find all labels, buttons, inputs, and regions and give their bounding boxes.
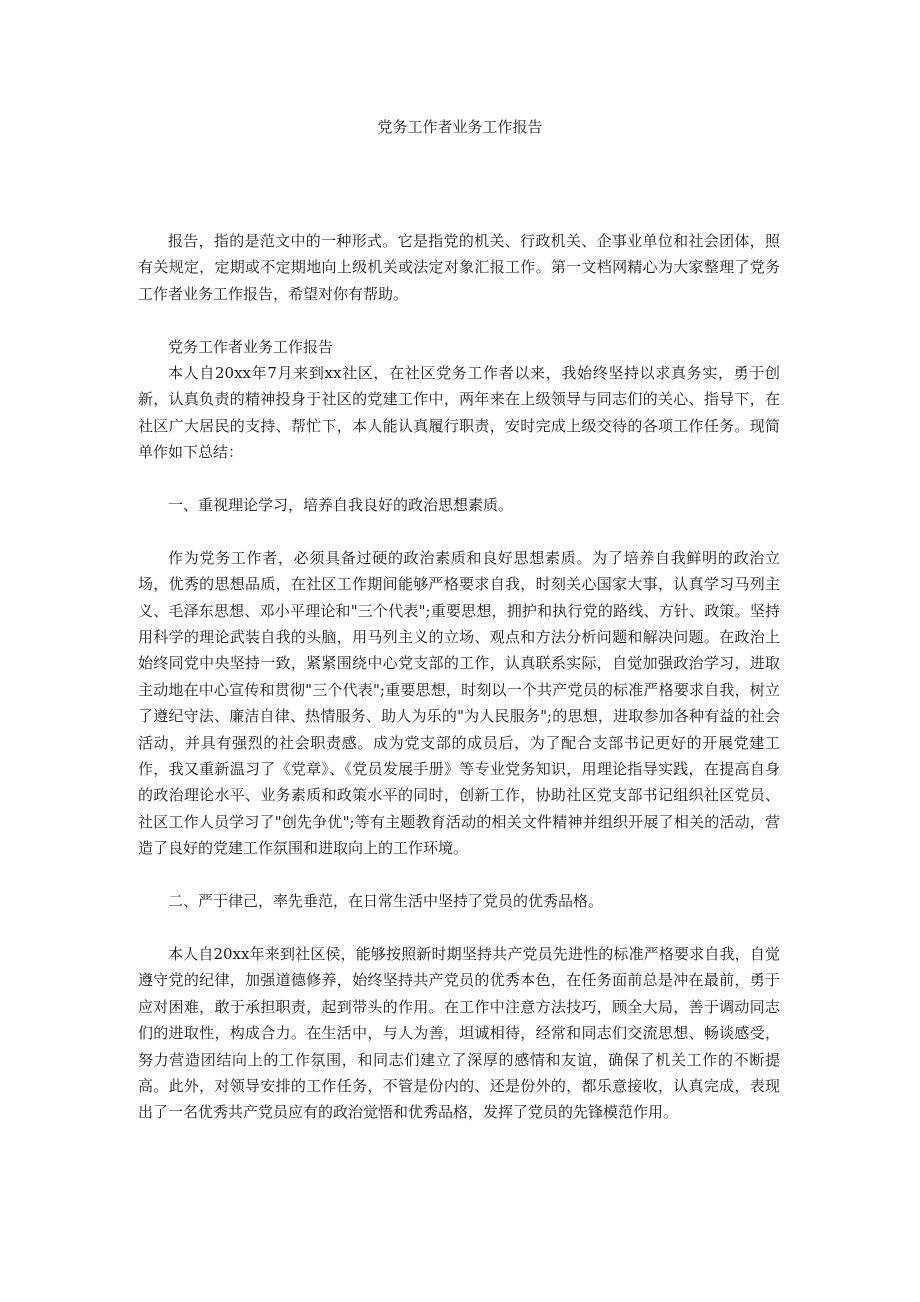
report-subtitle: 党务工作者业务工作报告 [168, 337, 334, 356]
intro-paragraph: 报告，指的是范文中的一种形式。它是指党的机关、行政机关、企事业单位和社会团体，照有关规定，定期或不定期地向上级机关或法定对象汇报工作。第一文档网精心为大家整理了党务工作者业务工作报告，希望对你有帮助。 [138, 232, 780, 303]
section-2-heading: 二、严于律己，率先垂范，在日常生活中坚持了党员的优秀品格。 [168, 892, 604, 911]
spacer [138, 915, 780, 941]
opening-paragraph: 本人自20xx年7月来到xx社区，在社区党务工作者以来，我始终坚持以求真务实，勇于创新，认真负责的精神投身于社区的党建工作中，两年来在上级领导与同志们的关心、指导下，在社区广大居民的支持、帮忙下，本人能认真履行职责，安时完成上级交待的各项工作任务。现简单作如下总结： [138, 364, 780, 462]
document-body [138, 228, 780, 1126]
spacer [138, 466, 780, 492]
section-2-body: 本人自20xx年来到社区侯，能够按照新时期坚持共产党员先进性的标准严格要求自我，自觉遵守党的纪律，加强道德修养，始终坚持共产党员的优秀本色，在任务面前总是冲在最前，勇于应对困难，敢于承担职责，起到带头的作用。在工作中注意方法技巧，顾全大局，善于调动同志们的进取性，构成合力。在生活中，与人为善，坦诚相待，经常和同志们交流思想、畅谈感受，努力营造团结向上的工作氛围，和同志们建立了深厚的感情和友谊，确保了机关工作的不断提高。此外，对领导安排的工作任务，不管是份内的、还是份外的，都乐意接收，认真完成，表现出了一名优秀共产党员应有的政治觉悟和优秀品格，发挥了党员的先锋模范作用。 [138, 944, 780, 1122]
spacer [138, 862, 780, 888]
document-title: 党务工作者业务工作报告 [377, 118, 543, 136]
spacer [138, 518, 780, 544]
section-1-body: 作为党务工作者，必须具备过硬的政治素质和良好思想素质。为了培养自我鲜明的政治立场，优秀的思想品质，在社区工作期间能够严格要求自我，时刻关心国家大事，认真学习马列主义、毛泽东思想、邓小平理论和"三个代表";重要思想，拥护和执行党的路线、方针、政策。坚持用科学的理论武装自我的头脑，用马列主义的立场、观点和方法分析问题和解决问题。在政治上始终同党中央坚持一致，紧紧围绕中心党支部的工作，认真联系实际，自觉加强政治学习，进取主动地在中心宣传和贯彻"三个代表";重要思想，时刻以一个共产党员的标准严格要求自我，树立了遵纪守法、廉洁自律、热情服务、助人为乐的"为人民服务";的思想，进取参加各种有益的社会活动，并具有强烈的社会职责感。成为党支部的成员后，为了配合支部书记更好的开展党建工作，我又重新温习了《党章》、《党员发展手册》等专业党务知识，用理论指导实践，在提高自身的政治理论水平、业务素质和政策水平的同时，创新工作，协助社区党支部书记组织社区党员、社区工作人员学习了"创先争优";等有主题教育活动的相关文件精神并组织开展了相关的活动，营造了良好的党建工作氛围和进取向上的工作环境。 [138, 548, 780, 858]
section-1-heading: 一、重视理论学习，培养自我良好的政治思想素质。 [168, 496, 514, 515]
